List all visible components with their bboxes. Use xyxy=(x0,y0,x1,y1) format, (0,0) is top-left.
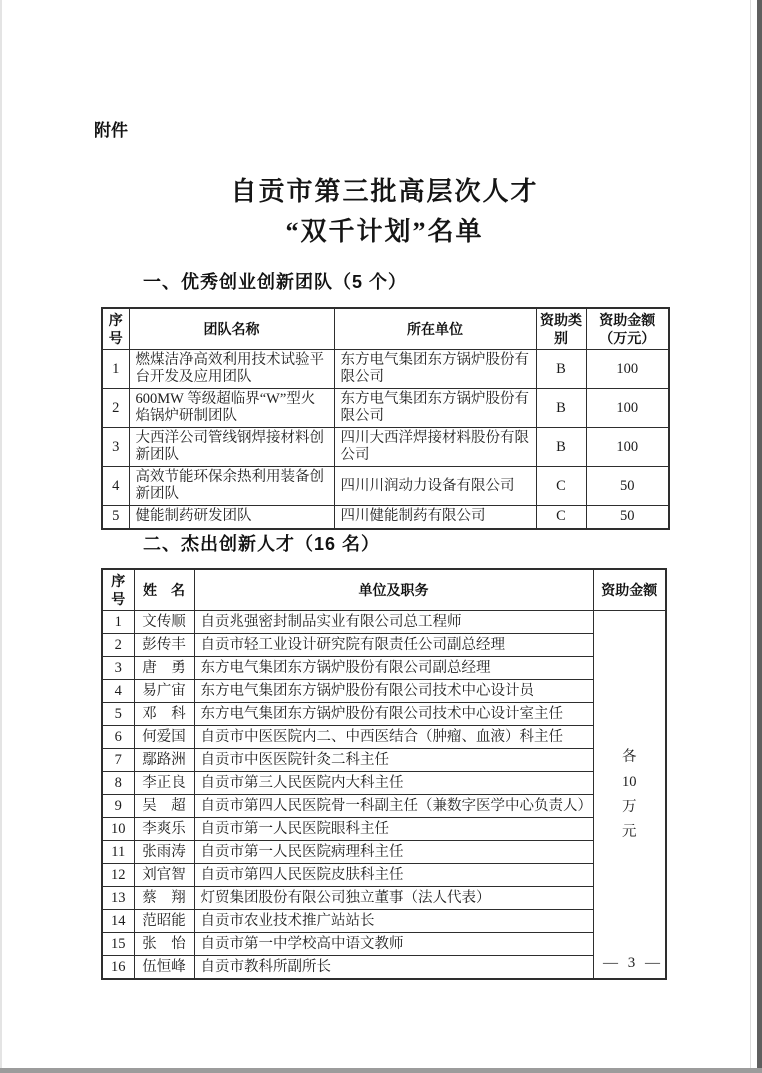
row-number-cell: 2 xyxy=(102,389,129,428)
name-cell: 邓 科 xyxy=(134,703,194,726)
page-right-hairline xyxy=(750,0,751,1073)
row-number-cell: 9 xyxy=(102,795,134,818)
amount-cell: 100 xyxy=(586,389,669,428)
organization-cell: 四川大西洋焊接材料股份有限公司 xyxy=(334,428,536,467)
team-table-row xyxy=(102,506,669,529)
team-table-header-row xyxy=(102,308,669,350)
page-left-edge xyxy=(0,0,2,1073)
row-number-cell: 13 xyxy=(102,887,134,910)
row-number-cell: 7 xyxy=(102,749,134,772)
team-table-row xyxy=(102,428,669,467)
row-number-cell: 14 xyxy=(102,910,134,933)
organization-cell: 四川健能制药有限公司 xyxy=(334,506,536,529)
talent-table-row xyxy=(102,703,666,726)
talent-table-row xyxy=(102,841,666,864)
name-cell: 文传顺 xyxy=(134,611,194,634)
row-number-cell: 10 xyxy=(102,818,134,841)
row-number-cell: 3 xyxy=(102,428,129,467)
position-cell: 自贡市农业技术推广站站长 xyxy=(194,910,593,933)
talent-table-row xyxy=(102,864,666,887)
position-cell: 自贡兆强密封制品实业有限公司总工程师 xyxy=(194,611,593,634)
position-cell: 自贡市教科所副所长 xyxy=(194,956,593,980)
document-title-line-1: 自贡市第三批高层次人才 xyxy=(230,177,539,206)
name-cell: 李正良 xyxy=(134,772,194,795)
document-title-line-2: “双千计划”名单 xyxy=(285,217,484,246)
amount-cell: 50 xyxy=(586,506,669,529)
team-table-header-org: 所在单位 xyxy=(334,308,536,350)
category-cell: B xyxy=(536,350,586,389)
section-2-heading: 二、杰出创新人才（16 名） xyxy=(143,534,381,554)
name-cell: 张 怡 xyxy=(134,933,194,956)
team-table-row xyxy=(102,350,669,389)
row-number-cell: 1 xyxy=(102,611,134,634)
name-cell: 张雨涛 xyxy=(134,841,194,864)
category-cell: B xyxy=(536,428,586,467)
name-cell: 李爽乐 xyxy=(134,818,194,841)
team-name-cell: 600MW 等级超临界“W”型火焰锅炉研制团队 xyxy=(129,389,334,428)
name-cell: 范昭能 xyxy=(134,910,194,933)
document-title xyxy=(101,172,668,252)
position-cell: 自贡市第四人民医院皮肤科主任 xyxy=(194,864,593,887)
talent-table-header-row xyxy=(102,569,666,611)
name-cell: 吴 超 xyxy=(134,795,194,818)
category-cell: C xyxy=(536,467,586,506)
organization-cell: 东方电气集团东方锅炉股份有限公司 xyxy=(334,389,536,428)
amount-cell: 100 xyxy=(586,350,669,389)
team-table xyxy=(101,307,670,530)
row-number-cell: 11 xyxy=(102,841,134,864)
talent-table-row xyxy=(102,749,666,772)
position-cell: 自贡市第三人民医院内大科主任 xyxy=(194,772,593,795)
row-number-cell: 5 xyxy=(102,703,134,726)
team-name-cell: 大西洋公司管线钢焊接材料创新团队 xyxy=(129,428,334,467)
row-number-cell: 16 xyxy=(102,956,134,980)
name-cell: 伍恒峰 xyxy=(134,956,194,980)
talent-table xyxy=(101,568,667,980)
talent-table-row xyxy=(102,887,666,910)
talent-table-row xyxy=(102,680,666,703)
page-number: — 3 — xyxy=(603,955,663,971)
name-cell: 蔡 翔 xyxy=(134,887,194,910)
name-cell: 何爱国 xyxy=(134,726,194,749)
row-number-cell: 5 xyxy=(102,506,129,529)
talent-table-row xyxy=(102,795,666,818)
position-cell: 自贡市第一人民医院病理科主任 xyxy=(194,841,593,864)
row-number-cell: 1 xyxy=(102,350,129,389)
row-number-cell: 8 xyxy=(102,772,134,795)
category-cell: B xyxy=(536,389,586,428)
amount-cell: 50 xyxy=(586,467,669,506)
talent-table-row xyxy=(102,818,666,841)
team-table-row xyxy=(102,467,669,506)
row-number-cell: 15 xyxy=(102,933,134,956)
grant-amount-part: 万 xyxy=(622,798,637,815)
talent-table-row xyxy=(102,933,666,956)
team-name-cell: 健能制药研发团队 xyxy=(129,506,334,529)
talent-table-row xyxy=(102,611,666,634)
position-cell: 自贡市中医医院针灸二科主任 xyxy=(194,749,593,772)
talent-table-header-position: 单位及职务 xyxy=(194,569,593,611)
grant-amount-part: 各 xyxy=(622,748,637,765)
talent-table-header-no: 序号 xyxy=(102,569,134,611)
talent-table-row xyxy=(102,634,666,657)
position-cell: 自贡市轻工业设计研究院有限责任公司副总经理 xyxy=(194,634,593,657)
talent-table-row xyxy=(102,956,666,980)
position-cell: 东方电气集团东方锅炉股份有限公司技术中心设计员 xyxy=(194,680,593,703)
position-cell: 自贡市第一人民医院眼科主任 xyxy=(194,818,593,841)
talent-table-row xyxy=(102,910,666,933)
name-cell: 鄢路洲 xyxy=(134,749,194,772)
grant-amount-merged-cell xyxy=(593,611,666,980)
team-table-header-amount: 资助金额（万元） xyxy=(586,308,669,350)
row-number-cell: 4 xyxy=(102,680,134,703)
category-cell: C xyxy=(536,506,586,529)
grant-amount-part: 10 xyxy=(622,773,637,790)
team-name-cell: 高效节能环保余热利用装备创新团队 xyxy=(129,467,334,506)
talent-table-row xyxy=(102,772,666,795)
page-right-edge xyxy=(757,0,762,1073)
talent-table-row xyxy=(102,657,666,680)
organization-cell: 东方电气集团东方锅炉股份有限公司 xyxy=(334,350,536,389)
position-cell: 东方电气集团东方锅炉股份有限公司技术中心设计室主任 xyxy=(194,703,593,726)
page-bottom-edge xyxy=(0,1068,762,1073)
position-cell: 灯贸集团股份有限公司独立董事（法人代表） xyxy=(194,887,593,910)
row-number-cell: 2 xyxy=(102,634,134,657)
organization-cell: 四川川润动力设备有限公司 xyxy=(334,467,536,506)
section-1-heading: 一、优秀创业创新团队（5 个） xyxy=(143,272,408,292)
name-cell: 彭传丰 xyxy=(134,634,194,657)
row-number-cell: 3 xyxy=(102,657,134,680)
team-table-header-team: 团队名称 xyxy=(129,308,334,350)
row-number-cell: 12 xyxy=(102,864,134,887)
amount-cell: 100 xyxy=(586,428,669,467)
attachment-label: 附件 xyxy=(94,121,128,140)
name-cell: 唐 勇 xyxy=(134,657,194,680)
row-number-cell: 4 xyxy=(102,467,129,506)
position-cell: 东方电气集团东方锅炉股份有限公司副总经理 xyxy=(194,657,593,680)
row-number-cell: 6 xyxy=(102,726,134,749)
talent-table-header-name: 姓 名 xyxy=(134,569,194,611)
talent-table-row xyxy=(102,726,666,749)
team-table-header-no: 序号 xyxy=(102,308,129,350)
team-table-row xyxy=(102,389,669,428)
team-table-header-category: 资助类别 xyxy=(536,308,586,350)
position-cell: 自贡市中医医院内二、中西医结合（肿瘤、血液）科主任 xyxy=(194,726,593,749)
grant-amount-part: 元 xyxy=(622,823,637,840)
team-name-cell: 燃煤洁净高效利用技术试验平台开发及应用团队 xyxy=(129,350,334,389)
talent-table-header-grant: 资助金额 xyxy=(593,569,666,611)
position-cell: 自贡市第四人民医院骨一科副主任（兼数字医学中心负责人） xyxy=(194,795,593,818)
position-cell: 自贡市第一中学校高中语文教师 xyxy=(194,933,593,956)
name-cell: 刘官智 xyxy=(134,864,194,887)
name-cell: 易广宙 xyxy=(134,680,194,703)
